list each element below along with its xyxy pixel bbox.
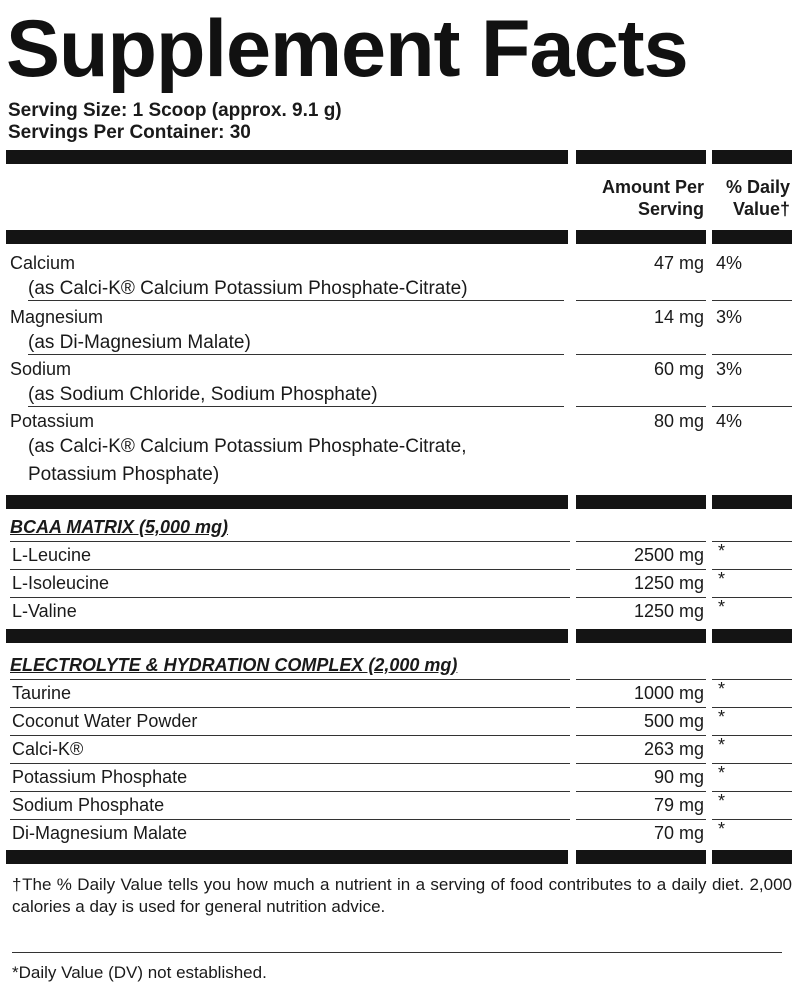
daily-value-header	[712, 176, 790, 220]
nutrient-daily-value: 4%	[716, 253, 743, 273]
ingredient-amount: 500 mg	[643, 711, 704, 731]
nutrient-amount: 47 mg	[653, 253, 704, 273]
nutrient-source: (as Di-Magnesium Malate)	[28, 332, 251, 353]
row-divider	[576, 819, 706, 820]
row-divider	[10, 735, 570, 736]
row-divider	[10, 707, 570, 708]
footnote-divider	[12, 952, 782, 953]
nutrient-source: (as Calci-K® Calcium Potassium Phosphate-Citrate)	[28, 278, 468, 299]
ingredient-amount: 70 mg	[653, 823, 704, 843]
row-divider	[10, 791, 570, 792]
row-divider	[712, 406, 792, 407]
row-divider	[576, 354, 706, 355]
header-dv-line1: % Daily	[725, 177, 790, 197]
ingredient-amount: 90 mg	[653, 767, 704, 787]
serving-size: Serving Size: 1 Scoop (approx. 9.1 g)	[8, 100, 342, 121]
divider-bar	[712, 495, 792, 509]
ingredient-name: L-Leucine	[12, 545, 92, 565]
nutrient-name: Sodium	[10, 359, 72, 379]
row-divider	[576, 300, 706, 301]
ingredient-name: Coconut Water Powder	[12, 711, 198, 731]
ingredient-daily-value: *	[718, 735, 726, 755]
divider-bar	[6, 629, 568, 643]
ingredient-daily-value: *	[718, 679, 726, 699]
row-divider	[576, 597, 706, 598]
dv-not-established-footnote: *Daily Value (DV) not established.	[12, 963, 267, 982]
ingredient-amount: 79 mg	[653, 795, 704, 815]
nutrient-daily-value: 3%	[716, 307, 743, 327]
header-dv-line2: Value†	[732, 199, 790, 219]
divider-bar	[712, 850, 792, 864]
header-amount-line2: Serving	[637, 199, 704, 219]
row-divider	[576, 707, 706, 708]
nutrient-daily-value: 4%	[716, 411, 743, 431]
row-divider	[28, 406, 564, 407]
divider-bar	[712, 150, 792, 164]
ingredient-amount: 1250 mg	[633, 573, 704, 593]
ingredient-daily-value: *	[718, 541, 726, 561]
ingredient-daily-value: *	[718, 791, 726, 811]
nutrient-source: (as Calci-K® Calcium Potassium Phosphate-Citrate,	[28, 436, 467, 457]
row-divider	[576, 679, 706, 680]
divider-bar	[576, 850, 706, 864]
ingredient-name: Taurine	[12, 683, 72, 703]
ingredient-name: Di-Magnesium Malate	[12, 823, 188, 843]
row-divider	[10, 819, 570, 820]
nutrient-daily-value: 3%	[716, 359, 743, 379]
ingredient-daily-value: *	[718, 569, 726, 589]
ingredient-amount: 1000 mg	[633, 683, 704, 703]
divider-bar	[576, 150, 706, 164]
row-divider	[10, 763, 570, 764]
divider-bar	[576, 230, 706, 244]
ingredient-name: L-Isoleucine	[12, 573, 110, 593]
label-title: Supplement Facts	[6, 4, 688, 94]
row-divider	[712, 354, 792, 355]
divider-bar	[576, 629, 706, 643]
nutrient-name: Potassium	[10, 411, 95, 431]
bcaa-section-title: BCAA MATRIX (5,000 mg)	[10, 517, 229, 537]
row-divider	[712, 300, 792, 301]
divider-bar	[576, 495, 706, 509]
ingredient-name: L-Valine	[12, 601, 77, 621]
servings-per-container: Servings Per Container: 30	[8, 122, 251, 143]
divider-bar	[712, 230, 792, 244]
row-divider	[576, 763, 706, 764]
header-amount-line1: Amount Per	[601, 177, 704, 197]
nutrient-amount: 60 mg	[653, 359, 704, 379]
amount-per-serving-header	[570, 176, 704, 220]
ingredient-daily-value: *	[718, 763, 726, 783]
nutrient-amount: 80 mg	[653, 411, 704, 431]
row-divider	[10, 541, 570, 542]
row-divider	[10, 569, 570, 570]
ingredient-daily-value: *	[718, 597, 726, 617]
daily-value-footnote: †The % Daily Value tells you how much a nutrient in a serving of food contributes to a daily diet. 2,000 calories a day is used for general nutrition advice.	[12, 875, 792, 916]
row-divider	[28, 300, 564, 301]
row-divider	[576, 735, 706, 736]
nutrient-name: Magnesium	[10, 307, 104, 327]
ingredient-name: Sodium Phosphate	[12, 795, 165, 815]
ingredient-daily-value: *	[718, 819, 726, 839]
ingredient-name: Calci-K®	[12, 739, 84, 759]
ingredient-amount: 2500 mg	[633, 545, 704, 565]
nutrient-amount: 14 mg	[653, 307, 704, 327]
divider-bar	[6, 495, 568, 509]
nutrient-name: Calcium	[10, 253, 76, 273]
row-divider	[10, 597, 570, 598]
row-divider	[10, 679, 570, 680]
divider-bar	[6, 850, 568, 864]
row-divider	[576, 791, 706, 792]
row-divider	[576, 406, 706, 407]
row-divider	[28, 354, 564, 355]
row-divider	[576, 569, 706, 570]
nutrient-source: (as Sodium Chloride, Sodium Phosphate)	[28, 384, 378, 405]
ingredient-name: Potassium Phosphate	[12, 767, 188, 787]
divider-bar	[6, 150, 568, 164]
ingredient-amount: 1250 mg	[633, 601, 704, 621]
nutrient-source: Potassium Phosphate)	[28, 464, 220, 485]
ingredient-daily-value: *	[718, 707, 726, 727]
row-divider	[576, 541, 706, 542]
ingredient-amount: 263 mg	[643, 739, 704, 759]
electrolyte-section-title: ELECTROLYTE & HYDRATION COMPLEX (2,000 mg)	[10, 655, 458, 675]
divider-bar	[6, 230, 568, 244]
divider-bar	[712, 629, 792, 643]
